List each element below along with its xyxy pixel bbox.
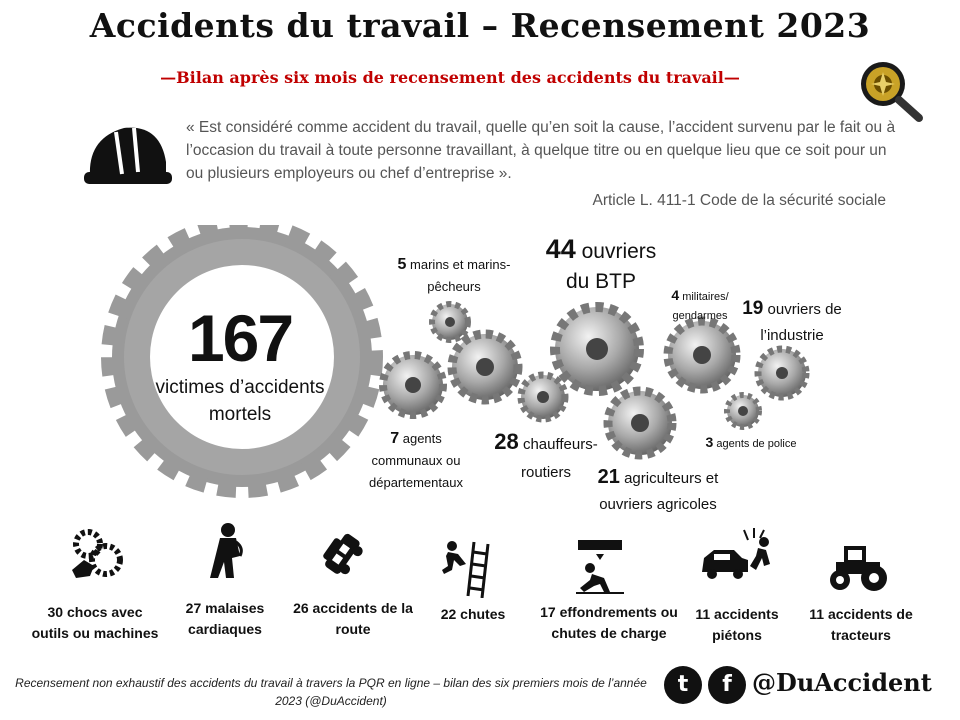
magnifier-logo-icon [855,58,927,124]
falling-load-icon [574,538,626,594]
cause-label: 17 effondrements ou chutes de charge [540,604,678,641]
legal-quote: « Est considéré comme accident du travail, quelle qu’en soit la cause, l’accident survenu par le fait ou à l’occasion du travail à toute personne travaillant, à quelque titre ou en quelque lieu que ce soit pour un ou plusieurs employeurs ou chef d’entreprise ». [186,119,896,182]
small-gear-icon [608,391,672,455]
pedestrian-accident-icon [700,526,776,586]
profession-militaires: 4 militaires/ gendarmes [671,287,729,322]
small-gear-icon [521,375,565,419]
tractor-icon [822,542,892,592]
ladder-fall-icon [438,540,494,598]
profession-agents-communaux: 7 agents communaux ou départementaux [369,430,463,490]
small-gear-icon [727,395,759,427]
small-gear-icon [452,334,518,400]
profession-industrie: 19 ouvriers de l’industrie [742,298,842,344]
small-gear-icon [555,307,639,391]
total-deaths-number: 167 [187,301,293,375]
profession-police: 3 agents de police [705,434,797,450]
twitter-icon[interactable]: t [664,666,702,704]
cause-label: 30 chocs avec outils ou machines [31,604,159,641]
cause-label: 11 accidents piétons [695,606,779,643]
gears-hand-icon [70,526,124,580]
heart-attack-icon [206,522,250,580]
small-gear-icon [432,304,468,340]
footer-note: Recensement non exhaustif des accidents du travail à travers la PQR en ligne – bilan des six premiers mois de l’année 2023 (@DuAccident) [15,676,647,708]
profession-routiers: 28 chauffeurs-routiers [494,429,598,481]
cause-label: 11 accidents de tracteurs [809,606,913,643]
cause-label: 27 malaises cardiaques [185,600,265,637]
car-crash-icon [322,530,366,580]
social-handle[interactable]: @DuAccident [752,668,932,697]
cause-label: 22 chutes [440,606,506,622]
profession-btp: 44 ouvriers du BTP [545,234,657,293]
total-deaths-label: victimes d’accidents mortels [155,377,325,425]
page-subtitle: —Bilan après six mois de recensement des accidents du travail— [160,68,740,87]
small-gear-icon [668,321,736,389]
profession-agriculteurs: 21 agriculteurs et ouvriers agricoles [597,466,719,513]
facebook-icon[interactable]: f [708,666,746,704]
quote-source: Article L. 411-1 Code de la sécurité sociale [592,192,886,209]
cause-label: 26 accidents de la route [293,600,413,637]
profession-marins: 5 marins et marins-pêcheurs [397,256,511,294]
small-gear-icon [758,349,806,397]
small-gear-icon [383,355,443,415]
page-title: Accidents du travail – Recensement 2023 [89,6,871,45]
hard-hat-icon [82,114,174,188]
